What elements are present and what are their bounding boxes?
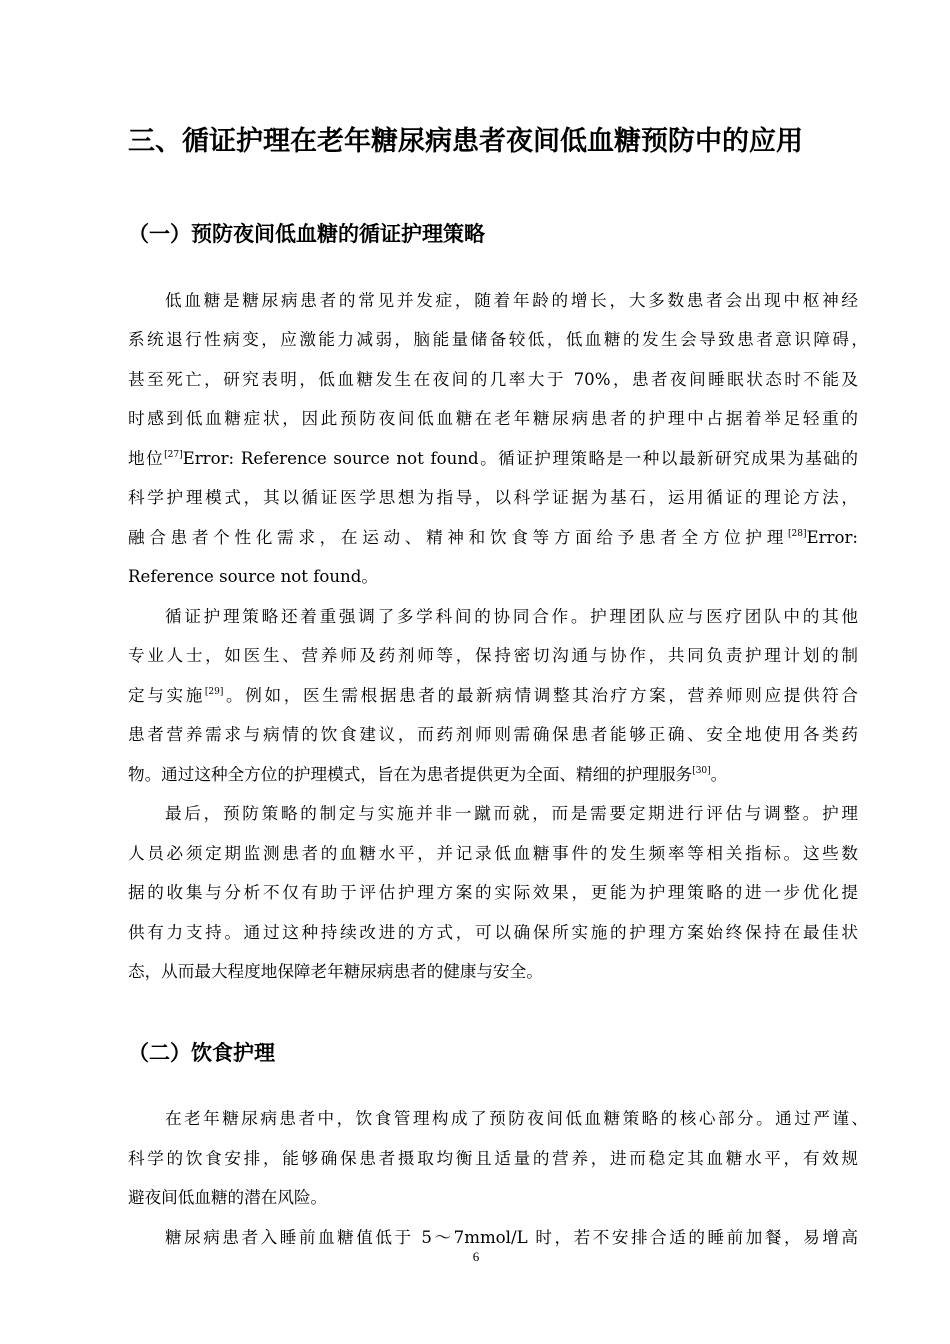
body-line: 患者营养需求与病情的饮食建议，而药剂师则需确保患者能够正确、安全地使用各类药 [128, 725, 858, 744]
section-heading-2: （二）饮食护理 [128, 1041, 275, 1065]
body-line: 科学护理模式，其以循证医学思想为指导，以科学证据为基石，运用循证的理论方法， [128, 488, 858, 507]
body-line: 供有力支持。通过这种持续改进的方式，可以确保所实施的护理方案始终保持在最佳状 [128, 923, 858, 942]
body-line: 专业人士，如医生、营养师及药剂师等，保持密切沟通与协作，共同负责护理计划的制 [128, 646, 858, 665]
body-text: Error: [806, 528, 858, 547]
body-line: Reference source not found。 [128, 567, 378, 586]
body-line: 循证护理策略还着重强调了多学科间的协同合作。护理团队应与医疗团队中的其他 [165, 607, 858, 626]
citation-ref: [28] [788, 529, 807, 539]
body-line: 人员必须定期监测患者的血糖水平，并记录低血糖事件的发生频率等相关指标。这些数 [128, 844, 858, 863]
citation-ref: [30] [692, 766, 711, 776]
body-line [128, 525, 858, 551]
body-text: 融合患者个性化需求，在运动、精神和饮食等方面给予患者全方位护理 [128, 528, 789, 547]
body-line: 避夜间低血糖的潜在风险。 [128, 1188, 328, 1207]
body-line: 态，从而最大程度地保障老年糖尿病患者的健康与安全。 [128, 962, 543, 981]
body-line [128, 446, 858, 472]
body-line [128, 762, 858, 788]
body-line: 最后，预防策略的制定与实施并非一蹴而就，而是需要定期进行评估与调整。护理 [165, 804, 858, 823]
body-line: 低血糖是糖尿病患者的常见并发症，随着年龄的增长，大多数患者会出现中枢神经 [165, 291, 858, 310]
body-line: 时感到低血糖症状，因此预防夜间低血糖在老年糖尿病患者的护理中占据着举足轻重的 [128, 409, 858, 428]
body-text: 物。通过这种全方位的护理模式，旨在为患者提供更为全面、精细的护理服务 [128, 765, 693, 784]
body-line: 糖尿病患者入睡前血糖值低于 5～7mmol/L 时，若不安排合适的睡前加餐，易增高 [165, 1228, 858, 1247]
body-text: 定与实施 [128, 686, 205, 705]
body-line: 科学的饮食安排，能够确保患者摄取均衡且适量的营养，进而稳定其血糖水平，有效规 [128, 1149, 858, 1168]
page-number: 6 [472, 1249, 480, 1264]
body-line: 据的收集与分析不仅有助于评估护理方案的实际效果，更能为护理策略的进一步优化提 [128, 883, 858, 902]
body-line: 在老年糖尿病患者中，饮食管理构成了预防夜间低血糖策略的核心部分。通过严谨、 [165, 1109, 868, 1128]
body-line [128, 683, 858, 709]
body-text: Error: Reference source not found。循证护理策略是一种以最新研究成果为基础的 [182, 449, 859, 468]
body-text: 。例如，医生需根据患者的最新病情调整其治疗方案，营养师则应提供符合 [223, 686, 858, 705]
citation-ref: [29] [204, 687, 224, 697]
chapter-heading: 三、循证护理在老年糖尿病患者夜间低血糖预防中的应用 [128, 126, 803, 157]
body-text: 地位 [128, 449, 165, 468]
section-heading-1: （一）预防夜间低血糖的循证护理策略 [128, 222, 485, 246]
body-line: 系统退行性病变，应激能力减弱，脑能量储备较低，低血糖的发生会导致患者意识障碍， [128, 330, 868, 349]
body-line: 甚至死亡，研究表明，低血糖发生在夜间的几率大于 70%，患者夜间睡眠状态时不能及 [128, 370, 858, 389]
citation-ref: [27] [164, 450, 183, 460]
body-text: 。 [710, 765, 728, 784]
